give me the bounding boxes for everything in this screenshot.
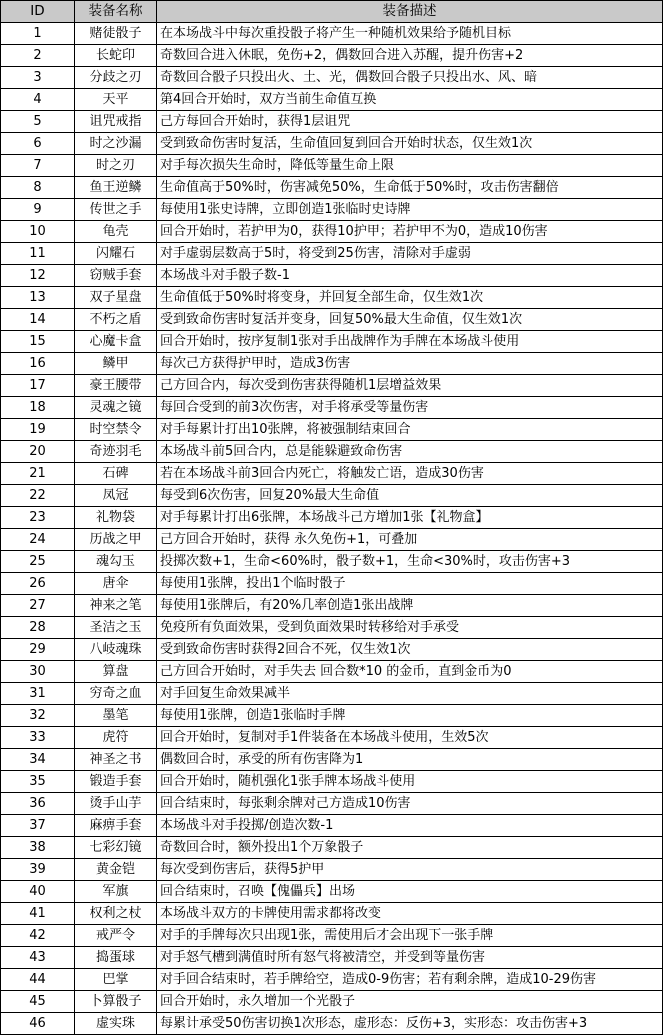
id-cell: 23 [1,507,75,529]
id-cell: 17 [1,375,75,397]
table-row [1,947,663,969]
table-row [1,375,663,397]
table-row [1,573,663,595]
description-cell: 回合开始时，复制对手1件装备在本场战斗使用，生效5次 [157,727,663,749]
equipment-name-cell: 时之刃 [75,155,157,177]
description-cell: 回合开始时，按序复制1张对手出战牌作为手牌在本场战斗使用 [157,331,663,353]
equipment-name-cell: 不朽之盾 [75,309,157,331]
column-header-description: 装备描述 [157,1,663,23]
equipment-name-cell: 龟壳 [75,221,157,243]
table-row [1,551,663,573]
table-row [1,199,663,221]
id-cell: 27 [1,595,75,617]
equipment-name-cell: 鱼王逆鳞 [75,177,157,199]
table-row [1,67,663,89]
description-cell: 每使用1张史诗牌，立即创造1张临时史诗牌 [157,199,663,221]
table-row [1,463,663,485]
equipment-name-cell: 时之沙漏 [75,133,157,155]
table-row [1,749,663,771]
id-cell: 4 [1,89,75,111]
table-row [1,89,663,111]
description-cell: 在本场战斗中每次重投骰子将产生一种随机效果给予随机目标 [157,23,663,45]
equipment-name-cell: 闪耀石 [75,243,157,265]
description-cell: 本场战斗前5回合内，总是能躲避致命伤害 [157,441,663,463]
id-cell: 9 [1,199,75,221]
id-cell: 20 [1,441,75,463]
table-row [1,287,663,309]
table-row [1,705,663,727]
column-header-id: ID [1,1,75,23]
table-row [1,683,663,705]
table-row [1,727,663,749]
equipment-name-cell: 窃贼手套 [75,265,157,287]
equipment-name-cell: 捣蛋球 [75,947,157,969]
equipment-name-cell: 赌徒骰子 [75,23,157,45]
description-cell: 若在本场战斗前3回合内死亡，将触发亡语，造成30伤害 [157,463,663,485]
description-cell: 每使用1张牌后，有20%几率创造1张出战牌 [157,595,663,617]
id-cell: 34 [1,749,75,771]
description-cell: 回合开始时，随机强化1张手牌本场战斗使用 [157,771,663,793]
description-cell: 己方回合开始时，对手失去 回合数*10 的金币，直到金币为0 [157,661,663,683]
id-cell: 25 [1,551,75,573]
id-cell: 31 [1,683,75,705]
equipment-name-cell: 双子星盘 [75,287,157,309]
equipment-name-cell: 魂勾玉 [75,551,157,573]
id-cell: 19 [1,419,75,441]
equipment-name-cell: 墨笔 [75,705,157,727]
table-row [1,793,663,815]
equipment-name-cell: 七彩幻镜 [75,837,157,859]
id-cell: 16 [1,353,75,375]
description-cell: 每回合受到的前3次伤害，对手将承受等量伤害 [157,397,663,419]
equipment-name-cell: 礼物袋 [75,507,157,529]
equipment-name-cell: 戒严令 [75,925,157,947]
description-cell: 对手回合结束时，若手牌给空，造成0-9伤害；若有剩余牌，造成10-29伤害 [157,969,663,991]
id-cell: 42 [1,925,75,947]
equipment-name-cell: 灵魂之镜 [75,397,157,419]
equipment-name-cell: 麻痹手套 [75,815,157,837]
table-row [1,969,663,991]
id-cell: 32 [1,705,75,727]
description-cell: 回合开始时，永久增加一个光骰子 [157,991,663,1013]
id-cell: 7 [1,155,75,177]
table-row [1,595,663,617]
id-cell: 22 [1,485,75,507]
description-cell: 受到致命伤害时复活，生命值回复到回合开始时状态，仅生效1次 [157,133,663,155]
description-cell: 本场战斗双方的卡牌使用需求都将改变 [157,903,663,925]
equipment-name-cell: 神来之笔 [75,595,157,617]
id-cell: 26 [1,573,75,595]
table-row [1,881,663,903]
header-row [1,1,663,23]
equipment-name-cell: 军旗 [75,881,157,903]
description-cell: 奇数回合时，额外投出1个万象骰子 [157,837,663,859]
equipment-name-cell: 烫手山芋 [75,793,157,815]
id-cell: 44 [1,969,75,991]
description-cell: 免疫所有负面效果，受到负面效果时转移给对手承受 [157,617,663,639]
equipment-name-cell: 虚实珠 [75,1013,157,1035]
id-cell: 33 [1,727,75,749]
table-row [1,397,663,419]
description-cell: 奇数回合骰子只投出火、土、光，偶数回合骰子只投出水、风、暗 [157,67,663,89]
table-row [1,309,663,331]
id-cell: 8 [1,177,75,199]
table-row [1,353,663,375]
description-cell: 回合结束时，每张剩余牌对己方造成10伤害 [157,793,663,815]
description-cell: 每使用1张牌，投出1个临时骰子 [157,573,663,595]
equipment-name-cell: 鳞甲 [75,353,157,375]
id-cell: 37 [1,815,75,837]
table-row [1,639,663,661]
description-cell: 对手每累计打出10张牌，将被强制结束回合 [157,419,663,441]
table-row [1,617,663,639]
table-row [1,45,663,67]
description-cell: 受到致命伤害时复活并变身，回复50%最大生命值，仅生效1次 [157,309,663,331]
description-cell: 每次己方获得护甲时，造成3伤害 [157,353,663,375]
table-row [1,507,663,529]
description-cell: 奇数回合进入休眠，免伤+2，偶数回合进入苏醒，提升伤害+2 [157,45,663,67]
description-cell: 受到致命伤害时获得2回合不死，仅生效1次 [157,639,663,661]
table-row [1,133,663,155]
table-row [1,661,663,683]
description-cell: 每累计承受50伤害切换1次形态，虚形态：反伤+3，实形态：攻击伤害+3 [157,1013,663,1035]
description-cell: 己方每回合开始时，获得1层诅咒 [157,111,663,133]
id-cell: 40 [1,881,75,903]
description-cell: 每次受到伤害后，获得5护甲 [157,859,663,881]
id-cell: 11 [1,243,75,265]
description-cell: 投掷次数+1，生命<60%时，骰子数+1，生命<30%时，攻击伤害+3 [157,551,663,573]
description-cell: 本场战斗对手投掷/创造次数-1 [157,815,663,837]
id-cell: 18 [1,397,75,419]
id-cell: 29 [1,639,75,661]
equipment-name-cell: 黄金铠 [75,859,157,881]
equipment-name-cell: 唐伞 [75,573,157,595]
table-row [1,859,663,881]
table-row [1,23,663,45]
table-row [1,771,663,793]
equipment-name-cell: 长蛇印 [75,45,157,67]
description-cell: 对手虚弱层数高于5时，将受到25伤害，清除对手虚弱 [157,243,663,265]
id-cell: 12 [1,265,75,287]
id-cell: 30 [1,661,75,683]
table-row [1,485,663,507]
table-row [1,155,663,177]
id-cell: 46 [1,1013,75,1035]
description-cell: 对手每次损失生命时，降低等量生命上限 [157,155,663,177]
description-cell: 生命值低于50%时将变身，并回复全部生命，仅生效1次 [157,287,663,309]
table-row [1,331,663,353]
description-cell: 第4回合开始时，双方当前生命值互换 [157,89,663,111]
id-cell: 35 [1,771,75,793]
equipment-name-cell: 神圣之书 [75,749,157,771]
table-body [1,23,663,1035]
id-cell: 3 [1,67,75,89]
id-cell: 2 [1,45,75,67]
description-cell: 己方回合开始时，获得 永久免伤+1，可叠加 [157,529,663,551]
id-cell: 41 [1,903,75,925]
id-cell: 39 [1,859,75,881]
description-cell: 本场战斗对手骰子数-1 [157,265,663,287]
table-row [1,441,663,463]
description-cell: 回合开始时，若护甲为0，获得10护甲；若护甲不为0，造成10伤害 [157,221,663,243]
id-cell: 15 [1,331,75,353]
equipment-name-cell: 石碑 [75,463,157,485]
table-row [1,903,663,925]
id-cell: 24 [1,529,75,551]
description-cell: 每受到6次伤害，回复20%最大生命值 [157,485,663,507]
description-cell: 己方回合内，每次受到伤害获得随机1层增益效果 [157,375,663,397]
id-cell: 14 [1,309,75,331]
description-cell: 对手每累计打出6张牌，本场战斗己方增加1张【礼物盒】 [157,507,663,529]
table-row [1,177,663,199]
id-cell: 36 [1,793,75,815]
description-cell: 对手回复生命效果减半 [157,683,663,705]
description-cell: 对手怒气槽到满值时所有怒气将被清空，并受到等量伤害 [157,947,663,969]
table-row [1,265,663,287]
table-row [1,925,663,947]
id-cell: 10 [1,221,75,243]
equipment-name-cell: 心魔卡盒 [75,331,157,353]
equipment-name-cell: 八岐魂珠 [75,639,157,661]
table-row [1,221,663,243]
equipment-name-cell: 虎符 [75,727,157,749]
id-cell: 38 [1,837,75,859]
id-cell: 45 [1,991,75,1013]
description-cell: 回合结束时，召唤【傀儡兵】出场 [157,881,663,903]
equipment-name-cell: 豪王腰带 [75,375,157,397]
equipment-name-cell: 分歧之刃 [75,67,157,89]
description-cell: 偶数回合时，承受的所有伤害降为1 [157,749,663,771]
equipment-name-cell: 历战之甲 [75,529,157,551]
equipment-name-cell: 锻造手套 [75,771,157,793]
equipment-name-cell: 穷奇之血 [75,683,157,705]
equipment-name-cell: 时空禁令 [75,419,157,441]
table-row [1,529,663,551]
description-cell: 每使用1张牌，创造1张临时手牌 [157,705,663,727]
equipment-name-cell: 凤冠 [75,485,157,507]
equipment-name-cell: 奇迹羽毛 [75,441,157,463]
description-cell: 生命值高于50%时，伤害减免50%，生命低于50%时，攻击伤害翻倍 [157,177,663,199]
id-cell: 1 [1,23,75,45]
equipment-name-cell: 卜算骰子 [75,991,157,1013]
id-cell: 13 [1,287,75,309]
table-row [1,111,663,133]
description-cell: 对手的手牌每次只出现1张，需使用后才会出现下一张手牌 [157,925,663,947]
id-cell: 28 [1,617,75,639]
table-row [1,1013,663,1035]
id-cell: 21 [1,463,75,485]
table-row [1,419,663,441]
column-header-name: 装备名称 [75,1,157,23]
equipment-name-cell: 权利之杖 [75,903,157,925]
equipment-name-cell: 圣洁之玉 [75,617,157,639]
equipment-name-cell: 天平 [75,89,157,111]
id-cell: 6 [1,133,75,155]
equipment-name-cell: 算盘 [75,661,157,683]
table-row [1,243,663,265]
equipment-name-cell: 诅咒戒指 [75,111,157,133]
id-cell: 43 [1,947,75,969]
equipment-name-cell: 传世之手 [75,199,157,221]
id-cell: 5 [1,111,75,133]
equipment-name-cell: 巴掌 [75,969,157,991]
table-row [1,815,663,837]
table-row [1,991,663,1013]
table-row [1,837,663,859]
